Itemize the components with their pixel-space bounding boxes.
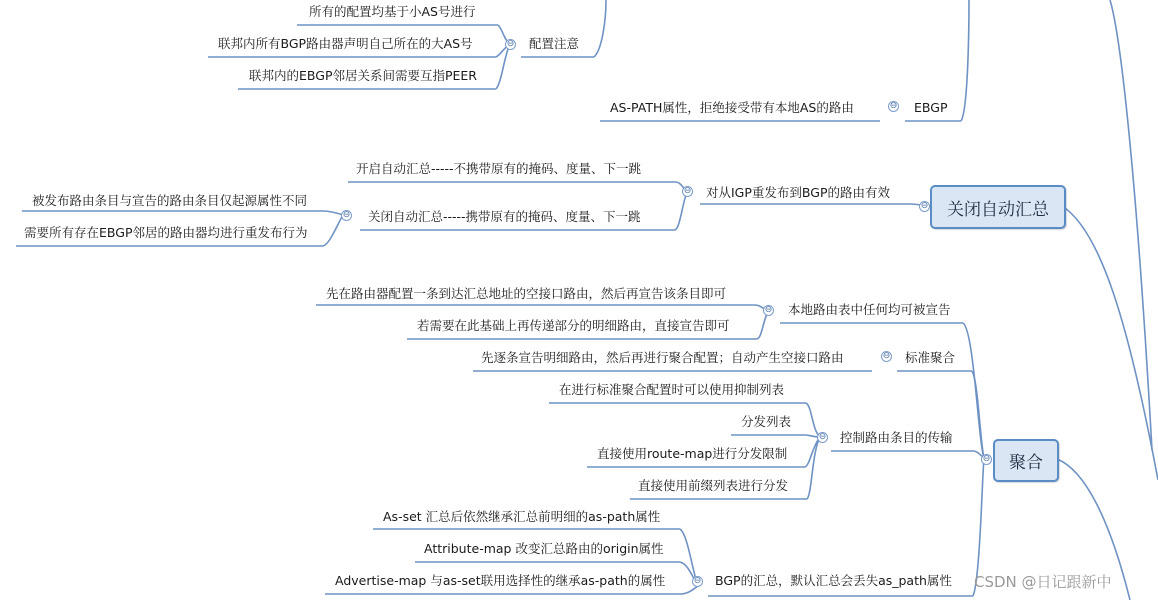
collapse-icon[interactable]: ⊖ — [882, 351, 891, 361]
node-text[interactable]: 对从IGP重发布到BGP的路由有效 — [706, 185, 890, 200]
node-text[interactable]: Advertise-map 与as-set联用选择性的继承as-path的属性 — [335, 573, 666, 588]
collapse-icon[interactable]: ⊖ — [506, 39, 515, 49]
node-text[interactable]: 被发布路由条目与宣告的路由条目仅起源属性不同 — [32, 193, 308, 208]
collapse-icon[interactable]: ⊖ — [920, 201, 929, 211]
collapse-icon[interactable]: ⊖ — [818, 432, 827, 442]
node-text[interactable]: 联邦内的EBGP邻居关系间需要互指PEER — [249, 68, 477, 83]
node-text[interactable]: 若需要在此基础上再传递部分的明细路由，直接宣告即可 — [417, 318, 730, 333]
collapse-icon[interactable]: ⊖ — [982, 454, 991, 464]
node-text[interactable]: BGP的汇总，默认汇总会丢失as_path属性 — [715, 573, 952, 588]
node-text[interactable]: 所有的配置均基于小AS号进行 — [309, 4, 476, 19]
node-text[interactable]: AS-PATH属性，拒绝接受带有本地AS的路由 — [610, 100, 854, 115]
node-text[interactable]: 开启自动汇总-----不携带原有的掩码、度量、下一跳 — [356, 161, 642, 176]
node-text[interactable]: 分发列表 — [741, 414, 792, 429]
node-text[interactable]: 直接使用route-map进行分发限制 — [597, 446, 788, 461]
collapse-icon[interactable]: ⊖ — [693, 576, 702, 586]
node-text[interactable]: As-set 汇总后依然继承汇总前明细的as-path属性 — [383, 509, 661, 524]
node-text[interactable]: 直接使用前缀列表进行分发 — [638, 478, 789, 493]
collapse-icon[interactable]: ⊖ — [764, 305, 773, 315]
node-text[interactable]: 联邦内所有BGP路由器声明自己所在的大AS号 — [218, 36, 473, 51]
topic-box-aggregation[interactable]: 聚合 — [993, 439, 1059, 482]
node-text[interactable]: Attribute-map 改变汇总路由的origin属性 — [424, 541, 664, 556]
node-text[interactable]: 先逐条宣告明细路由，然后再进行聚合配置；自动产生空接口路由 — [481, 350, 844, 365]
node-text[interactable]: EBGP — [914, 100, 948, 115]
watermark: CSDN @日记跟新中 — [974, 573, 1112, 591]
node-text[interactable]: 本地路由表中任何均可被宣告 — [788, 302, 951, 317]
collapse-icon[interactable]: ⊖ — [342, 210, 351, 220]
collapse-icon[interactable]: ⊖ — [889, 101, 898, 111]
node-text[interactable]: 在进行标准聚合配置时可以使用抑制列表 — [559, 382, 785, 397]
node-text[interactable]: 关闭自动汇总-----携带原有的掩码、度量、下一跳 — [368, 209, 641, 224]
node-text[interactable]: 标准聚合 — [905, 350, 956, 365]
collapse-icon[interactable]: ⊖ — [683, 186, 692, 196]
topic-box-disable-auto-summary[interactable]: 关闭自动汇总 — [930, 185, 1066, 229]
node-text[interactable]: 先在路由器配置一条到达汇总地址的空接口路由，然后再宣告该条目即可 — [326, 286, 727, 301]
node-text[interactable]: 控制路由条目的传输 — [840, 430, 953, 445]
node-text[interactable]: 需要所有存在EBGP邻居的路由器均进行重发布行为 — [24, 225, 308, 240]
node-text[interactable]: 配置注意 — [529, 36, 580, 51]
